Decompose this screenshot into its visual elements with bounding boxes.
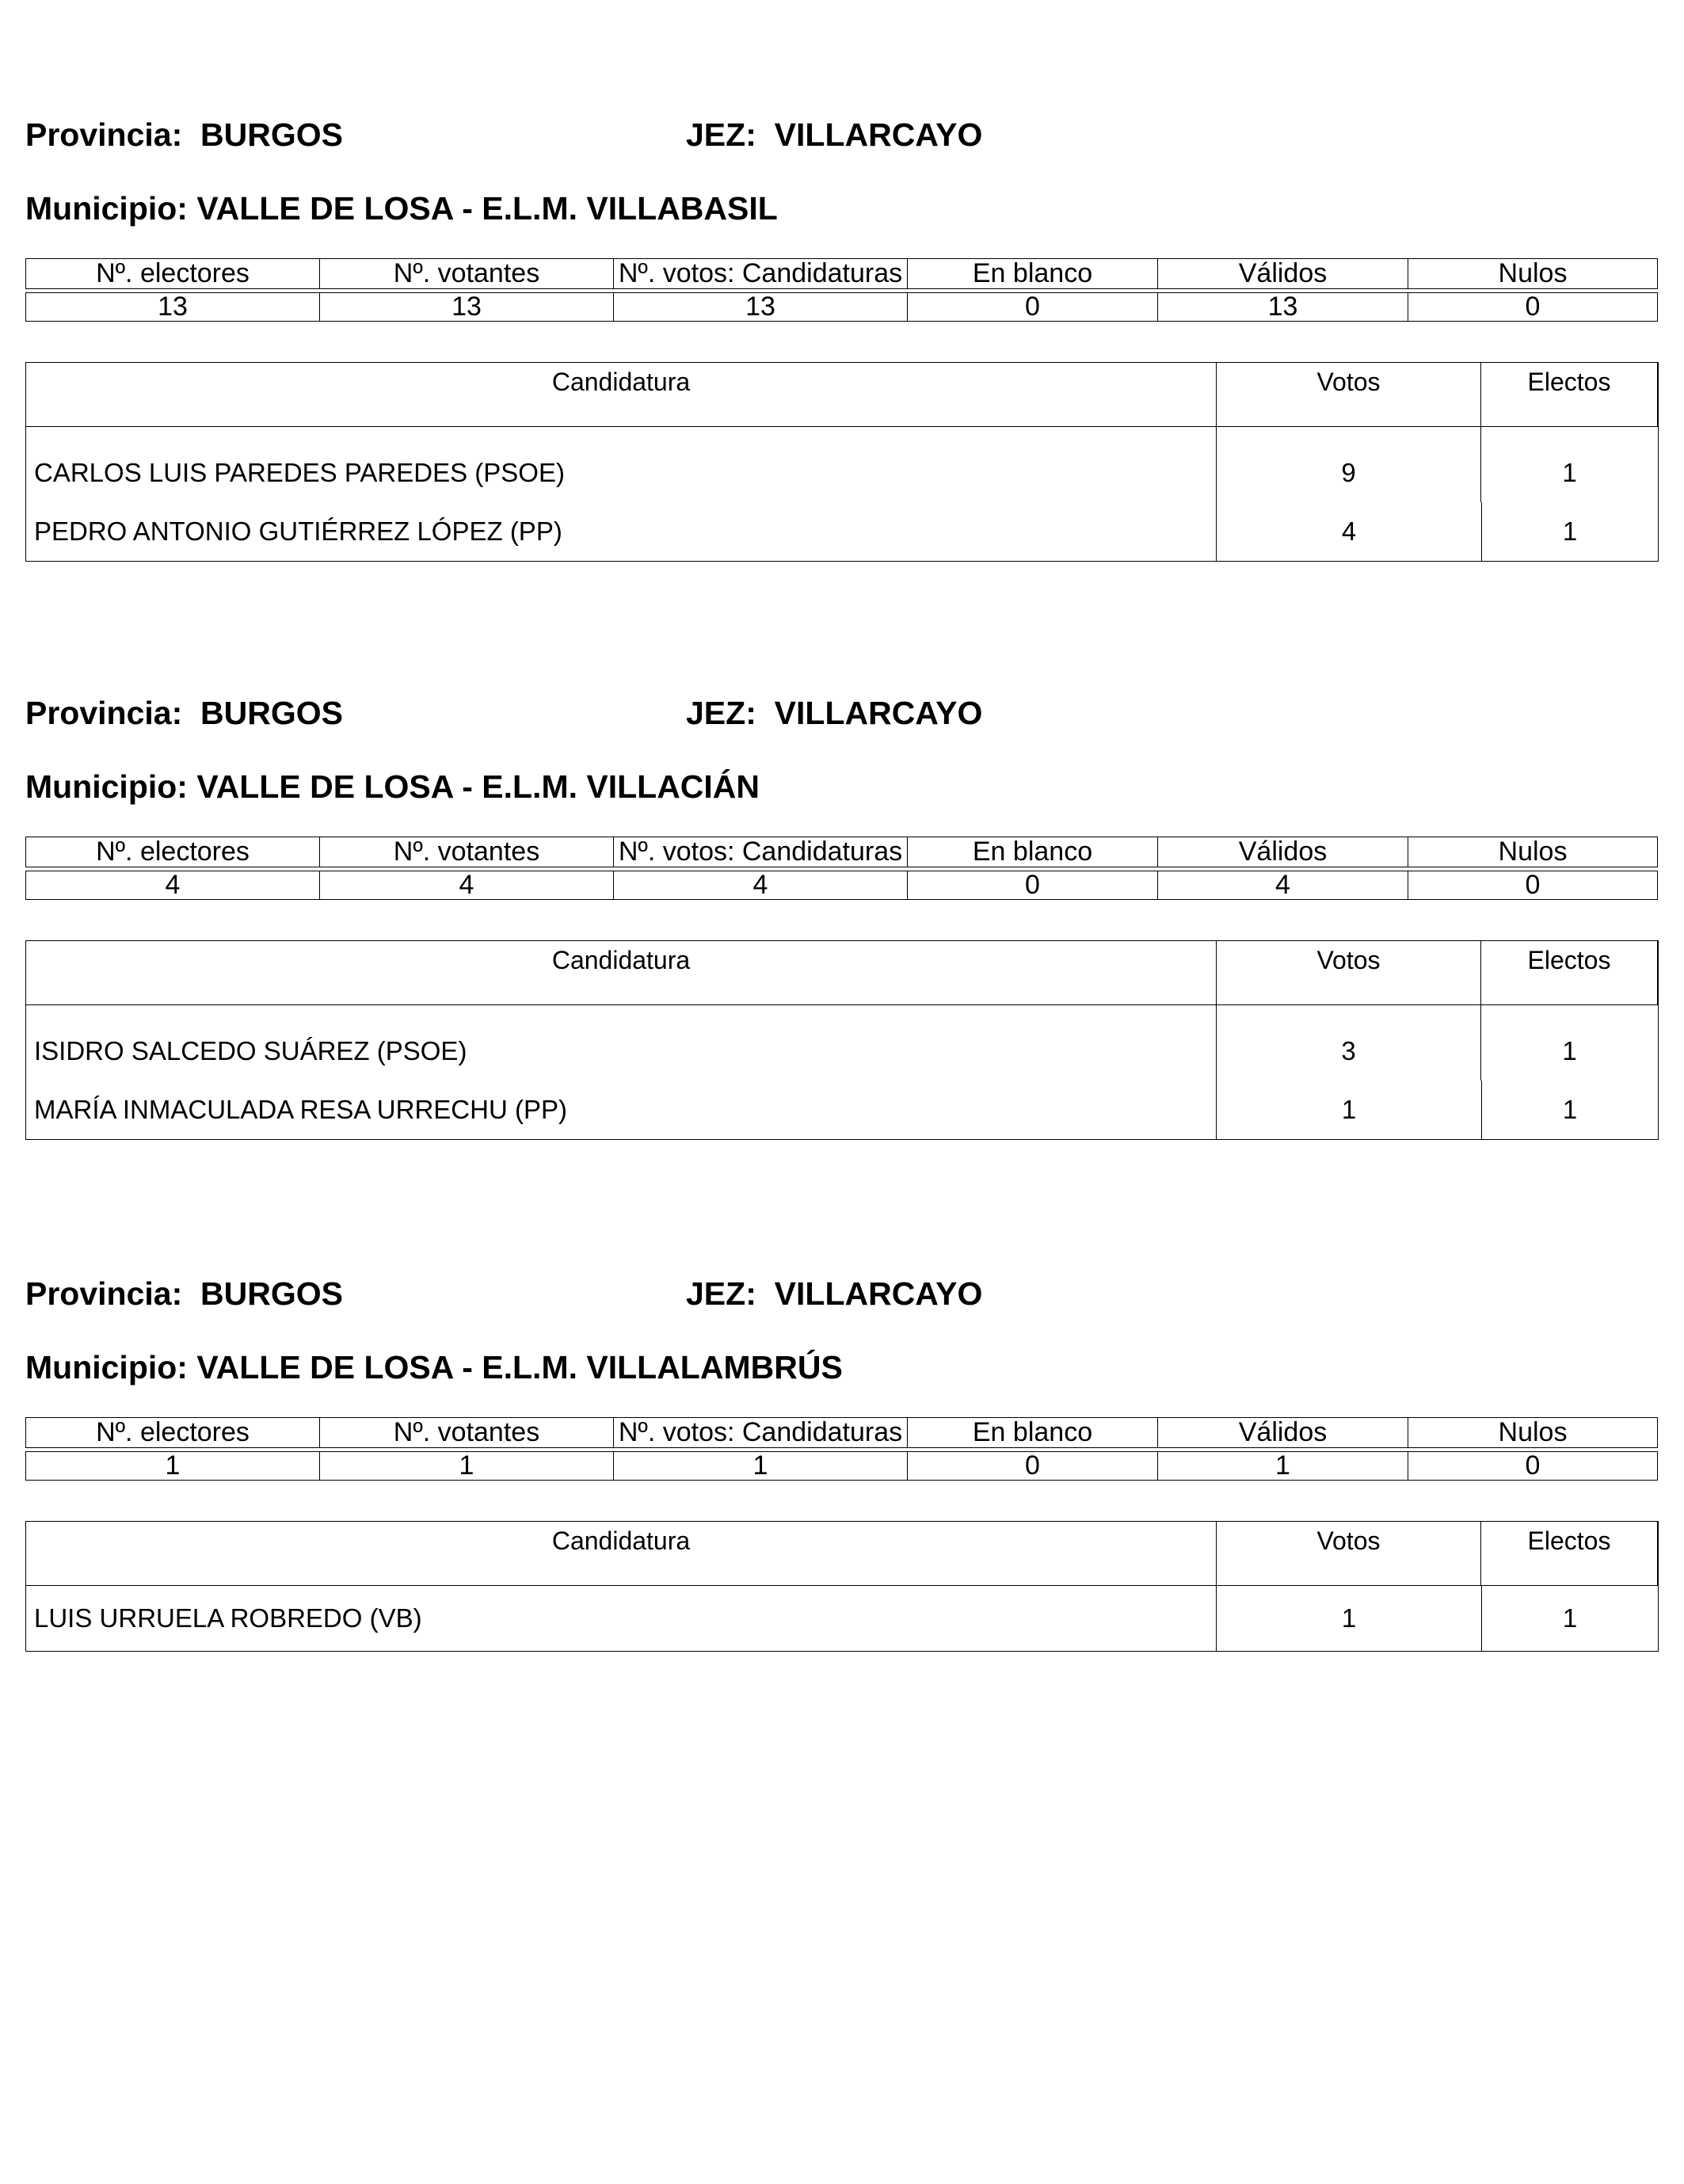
stats-table <box>25 837 1658 900</box>
header-votos: Votos <box>1217 363 1481 426</box>
header-validos: Válidos <box>1158 837 1408 867</box>
header-en-blanco: En blanco <box>908 1418 1158 1448</box>
jez-value: VILLARCAYO <box>774 116 983 153</box>
header-electores: Nº. electores <box>26 259 320 289</box>
header-candidatura: Candidatura <box>26 363 1217 426</box>
stats-value-row <box>26 1452 1658 1481</box>
stats-value-row <box>26 871 1658 900</box>
value-votos-candidaturas: 4 <box>614 871 908 900</box>
value-validos: 4 <box>1158 871 1408 900</box>
candidates-header-row <box>26 1522 1658 1586</box>
municipio-label: Municipio: <box>25 1349 188 1385</box>
candidate-electos: 1 <box>1562 457 1577 487</box>
stats-value-row <box>26 293 1658 322</box>
header-votantes: Nº. votantes <box>320 1418 614 1448</box>
value-nulos: 0 <box>1408 293 1658 322</box>
header-nulos: Nulos <box>1408 1418 1658 1448</box>
provincia-label: Provincia: <box>25 1275 183 1312</box>
header-en-blanco: En blanco <box>908 837 1158 867</box>
value-nulos: 0 <box>1408 871 1658 900</box>
value-votantes: 13 <box>320 293 614 322</box>
candidates-table <box>25 362 1659 562</box>
jez-value: VILLARCAYO <box>774 695 983 731</box>
value-validos: 1 <box>1158 1452 1408 1481</box>
candidates-header-row <box>26 941 1658 1005</box>
value-validos: 13 <box>1158 293 1408 322</box>
header-en-blanco: En blanco <box>908 259 1158 289</box>
header-electos: Electos <box>1481 1522 1658 1585</box>
jez-line <box>686 116 983 153</box>
municipio-value: VALLE DE LOSA - E.L.M. VILLACIÁN <box>196 768 760 805</box>
header-nulos: Nulos <box>1408 259 1658 289</box>
header-votos-candidaturas: Nº. votos: Candidaturas <box>614 259 908 289</box>
provincia-label: Provincia: <box>25 695 183 731</box>
municipio-label: Municipio: <box>25 768 188 805</box>
provincia-line <box>25 1275 343 1312</box>
provincia-line <box>25 697 343 730</box>
value-en-blanco: 0 <box>908 871 1158 900</box>
header-validos: Válidos <box>1158 1418 1408 1448</box>
value-votantes: 1 <box>320 1452 614 1481</box>
value-electores: 13 <box>26 293 320 322</box>
candidate-electos: 1 <box>1562 1603 1578 1633</box>
candidates-header-row <box>26 363 1658 427</box>
candidate-votos: 4 <box>1217 502 1482 561</box>
provincia-label: Provincia: <box>25 116 183 153</box>
candidates-table <box>25 940 1659 1140</box>
header-nulos: Nulos <box>1408 837 1658 867</box>
value-nulos: 0 <box>1408 1452 1658 1481</box>
header-votos-candidaturas: Nº. votos: Candidaturas <box>614 837 908 867</box>
header-votantes: Nº. votantes <box>320 837 614 867</box>
candidate-name: MARÍA INMACULADA RESA URRECHU (PP) <box>26 1081 1217 1139</box>
candidate-name: ISIDRO SALCEDO SUÁREZ (PSOE) <box>26 1005 1217 1081</box>
header-candidatura: Candidatura <box>26 1522 1217 1585</box>
header-votos-candidaturas: Nº. votos: Candidaturas <box>614 1418 908 1448</box>
candidate-votos: 1 <box>1217 1081 1482 1139</box>
municipio-line <box>25 768 760 805</box>
jez-label: JEZ: <box>686 116 756 153</box>
stats-table <box>25 1417 1658 1481</box>
jez-label: JEZ: <box>686 695 756 731</box>
stats-header-row <box>26 1418 1658 1448</box>
municipio-label: Municipio: <box>25 190 188 227</box>
candidate-name: PEDRO ANTONIO GUTIÉRREZ LÓPEZ (PP) <box>26 502 1217 561</box>
value-en-blanco: 0 <box>908 293 1158 322</box>
municipio-value: VALLE DE LOSA - E.L.M. VILLABASIL <box>196 190 778 227</box>
header-votos: Votos <box>1217 1522 1481 1585</box>
value-votantes: 4 <box>320 871 614 900</box>
header-validos: Válidos <box>1158 259 1408 289</box>
provincia-line <box>25 116 343 153</box>
header-electores: Nº. electores <box>26 1418 320 1448</box>
candidate-votos: 9 <box>1217 427 1481 502</box>
provincia-value: BURGOS <box>200 1275 343 1312</box>
header-votantes: Nº. votantes <box>320 259 614 289</box>
value-votos-candidaturas: 13 <box>614 293 908 322</box>
candidate-electos: 1 <box>1562 1035 1577 1065</box>
municipio-line <box>25 1351 843 1384</box>
header-electores: Nº. electores <box>26 837 320 867</box>
header-candidatura: Candidatura <box>26 941 1217 1004</box>
value-electores: 1 <box>26 1452 320 1481</box>
candidates-table <box>25 1521 1659 1652</box>
provincia-value: BURGOS <box>200 695 343 731</box>
candidate-row <box>26 1005 1658 1081</box>
jez-line <box>686 1275 983 1312</box>
candidate-name: LUIS URRUELA ROBREDO (VB) <box>26 1586 1217 1651</box>
candidate-electos: 1 <box>1562 516 1578 546</box>
candidate-name: CARLOS LUIS PAREDES PAREDES (PSOE) <box>26 427 1217 502</box>
header-electos: Electos <box>1481 941 1658 1004</box>
value-votos-candidaturas: 1 <box>614 1452 908 1481</box>
municipio-line <box>25 192 778 225</box>
stats-table <box>25 258 1658 322</box>
value-electores: 4 <box>26 871 320 900</box>
jez-line <box>686 697 982 730</box>
candidate-votos: 1 <box>1217 1586 1482 1651</box>
stats-header-row <box>26 837 1658 867</box>
header-electos: Electos <box>1481 363 1658 426</box>
provincia-value: BURGOS <box>200 116 343 153</box>
candidate-votos: 3 <box>1217 1005 1481 1081</box>
jez-label: JEZ: <box>686 1275 756 1312</box>
candidate-row <box>26 502 1658 561</box>
candidate-electos: 1 <box>1562 1095 1578 1124</box>
candidate-row <box>26 1586 1658 1651</box>
municipio-value: VALLE DE LOSA - E.L.M. VILLALAMBRÚS <box>196 1349 843 1385</box>
candidate-row <box>26 1081 1658 1139</box>
candidate-row <box>26 427 1658 502</box>
header-votos: Votos <box>1217 941 1481 1004</box>
stats-header-row <box>26 259 1658 289</box>
jez-value: VILLARCAYO <box>774 1275 983 1312</box>
value-en-blanco: 0 <box>908 1452 1158 1481</box>
